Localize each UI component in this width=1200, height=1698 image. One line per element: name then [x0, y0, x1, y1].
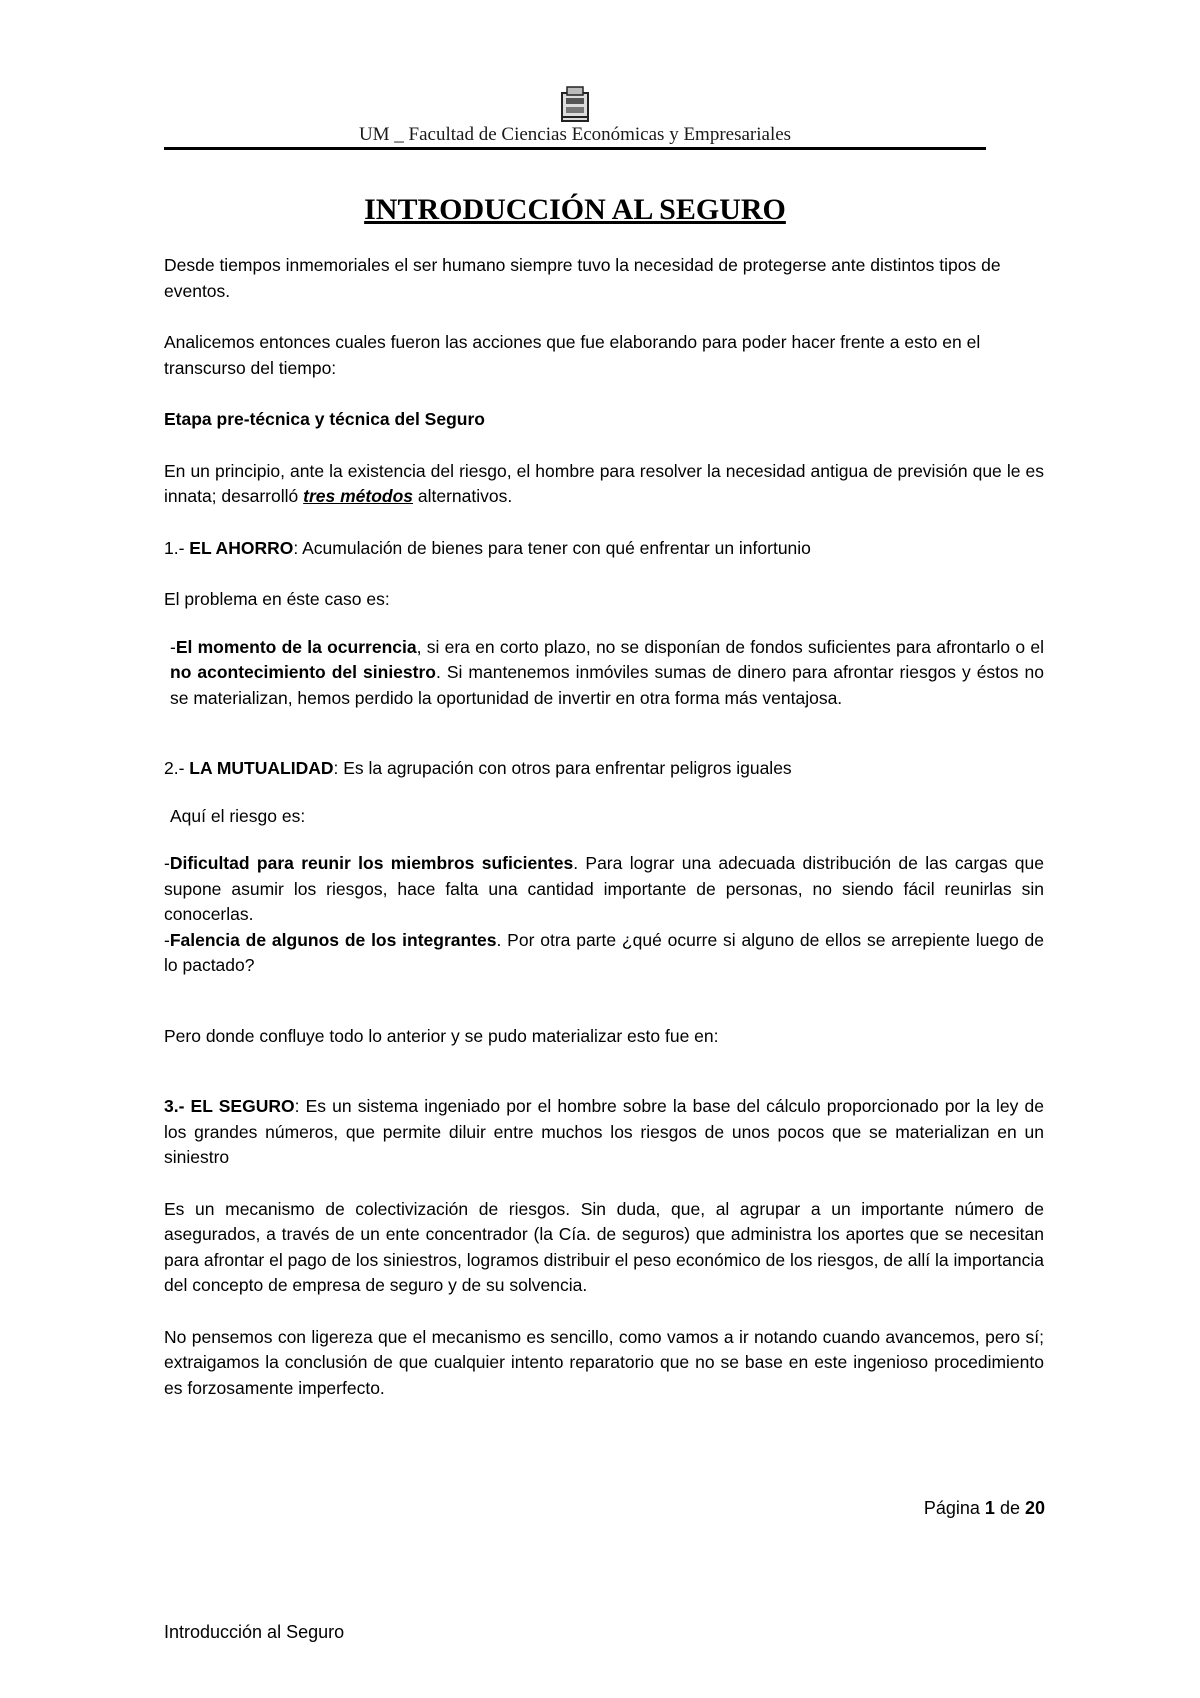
method-2-risk-intro: Aquí el riesgo es:: [170, 805, 306, 826]
university-seal-icon: [558, 85, 592, 125]
page-footer-text: Introducción al Seguro: [164, 1622, 345, 1642]
section-heading: Etapa pre-técnica y técnica del Seguro: [164, 409, 485, 429]
method-2-point-2: -Falencia de algunos de los integrantes. Por otra parte ¿qué ocurre si alguno de ellos se arrepiente luego de lo pactado?: [164, 929, 1044, 975]
method-1-heading: 1.- EL AHORRO: Acumulación de bienes para tener con qué enfrentar un infortunio: [164, 537, 811, 558]
document-body: [164, 253, 1044, 1401]
intro-paragraph-1: Desde tiempos inmemoriales el ser humano siempre tuvo la necesidad de protegerse ante distintos tipos de eventos.: [164, 255, 1001, 301]
emphasis-tres-metodos: tres métodos: [303, 486, 414, 506]
header-rule: [164, 147, 986, 150]
document-title: INTRODUCCIÓN AL SEGURO: [364, 193, 786, 226]
transition-paragraph: Pero donde confluye todo lo anterior y se pudo materializar esto fue en:: [164, 1025, 719, 1046]
method-3-paragraph: 3.- EL SEGURO: Es un sistema ingeniado por el hombre sobre la base del cálculo proporcionado por la ley de los grandes números, que permite diluir entre muchos los riesgos de unos pocos que se materializan en un siniestro: [164, 1096, 1044, 1167]
method-3-paragraph-2: Es un mecanismo de colectivización de riesgos. Sin duda, que, al agrupar a un importante número de asegurados, a través de un ente concentrador (la Cía. de seguros) que administra los aportes que se necesitan para afrontar el pago de los siniestros, logramos distribuir el peso económico de los riesgos, de allí la importancia del concepto de empresa de seguro y de su solvencia.: [164, 1198, 1044, 1295]
principle-paragraph: En un principio, ante la existencia del riesgo, el hombre para resolver la necesidad antigua de previsión que le es innata; desarrolló tres métodos alternativos.: [164, 460, 1044, 506]
method-2-point-1: -Dificultad para reunir los miembros suficientes. Para lograr una adecuada distribución de las cargas que supone asumir los riesgos, hace falta una cantidad importante de personas, no siendo fácil reunirlas sin conocerlas.: [164, 853, 1044, 924]
page-header-text: UM _ Facultad de Ciencias Económicas y Empresariales: [358, 124, 792, 145]
method-1-problem-intro: El problema en éste caso es:: [164, 589, 390, 609]
method-2-heading: 2.- LA MUTUALIDAD: Es la agrupación con otros para enfrentar peligros iguales: [164, 758, 792, 778]
page-number: Página 1 de 20: [923, 1498, 1045, 1518]
method-1-problem-point: -El momento de la ocurrencia, si era en corto plazo, no se disponían de fondos suficientes para afrontarlo o el no acontecimiento del siniestro. Si mantenemos inmóviles sumas de dinero para afrontar riesgos y éstos no se materializan, hemos perdido la oportunidad de invertir en otra forma más ventajosa.: [170, 636, 1045, 708]
intro-paragraph-2: Analicemos entonces cuales fueron las acciones que fue elaborando para poder hacer frente a esto en el transcurso del tiempo:: [164, 332, 981, 378]
method-3-paragraph-3: No pensemos con ligereza que el mecanismo es sencillo, como vamos a ir notando cuando avancemos, pero sí; extraigamos la conclusión de que cualquier intento reparatorio que no se base en este ingenioso procedimiento es forzosamente imperfecto.: [164, 1326, 1044, 1398]
